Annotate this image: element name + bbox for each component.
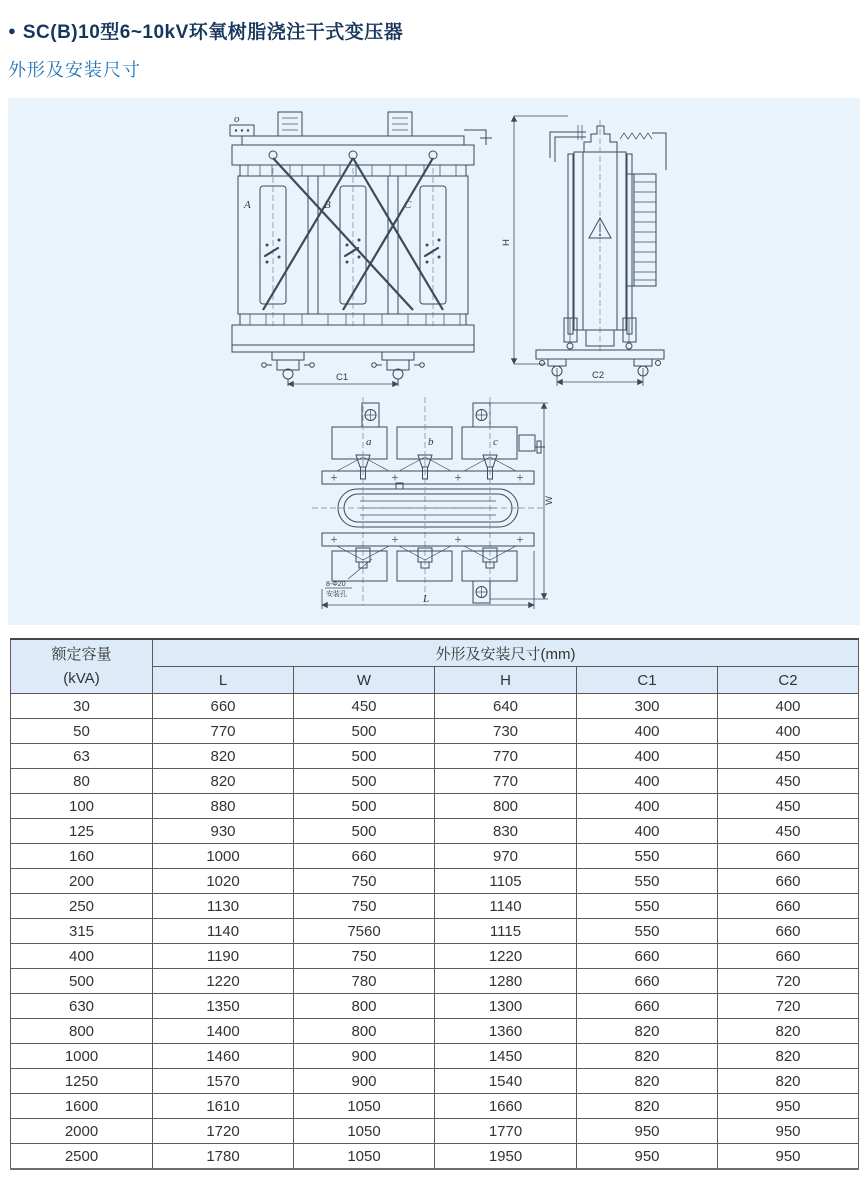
title-text: SC(B)10型6~10kV环氧树脂浇注干式变压器 [22,22,404,43]
table-cell: 900 [294,1069,435,1094]
table-row [11,919,859,944]
table-cell: 550 [577,919,718,944]
table-cell: 820 [153,769,294,794]
table-cell: 1000 [153,844,294,869]
table-cell: 400 [577,744,718,769]
col-header-l: L [153,667,294,694]
table-cell: 500 [294,744,435,769]
svg-text:a: a [366,436,372,448]
table-cell: 1250 [11,1069,153,1094]
bullet-icon: ● [8,23,16,38]
table-cell: 660 [577,969,718,994]
table-cell: 250 [11,894,153,919]
col-group-header: 外形及安装尺寸(mm) [153,639,859,667]
table-cell: 400 [718,694,859,719]
table-cell: 750 [294,894,435,919]
table-cell: 660 [153,694,294,719]
table-cell: 1220 [153,969,294,994]
table-row [11,694,859,719]
table-cell: 820 [718,1044,859,1069]
rated-capacity-line2: (kVA) [63,669,100,687]
table-cell: 720 [718,994,859,1019]
hole-note-line2: 安装孔 [326,591,347,598]
mounting-tab [473,581,490,603]
table-cell: 1050 [294,1144,435,1170]
table-cell: 900 [294,1044,435,1069]
col-header-rated-capacity [11,639,153,694]
svg-text:c: c [493,436,498,448]
table-cell: 1020 [153,869,294,894]
dimensions-table [10,638,859,1170]
table-cell: 160 [11,844,153,869]
table-cell: 300 [577,694,718,719]
table-cell: 1190 [153,944,294,969]
table-cell: 125 [11,819,153,844]
table-row [11,1019,859,1044]
table-cell: 1350 [153,994,294,1019]
table-cell: 400 [577,769,718,794]
table-cell: 1140 [435,894,577,919]
table-cell: 1050 [294,1094,435,1119]
table-cell: 950 [577,1119,718,1144]
diagram-panel [8,98,860,625]
table-cell: 400 [11,944,153,969]
table-row [11,719,859,744]
table-row [11,869,859,894]
table-cell: 970 [435,844,577,869]
dim-label-c2: C2 [592,370,605,381]
table-cell: 30 [11,694,153,719]
table-row [11,769,859,794]
hole-note-line1: 8-Φ20 [326,581,346,588]
table-cell: 630 [11,994,153,1019]
table-cell: 800 [435,794,577,819]
table-cell: 1105 [435,869,577,894]
table-cell: 1280 [435,969,577,994]
table-cell: 500 [294,769,435,794]
table-cell: 400 [577,794,718,819]
top-view [312,397,555,609]
svg-text:b: b [428,436,434,448]
table-cell: 1570 [153,1069,294,1094]
table-cell: 1300 [435,994,577,1019]
table-cell: 770 [153,719,294,744]
table-cell: 50 [11,719,153,744]
table-cell: 1770 [435,1119,577,1144]
table-cell: 930 [153,819,294,844]
table-cell: 1050 [294,1119,435,1144]
table-cell: 660 [718,844,859,869]
table-cell: 830 [435,819,577,844]
mounting-tab [362,403,379,427]
col-header-c2: C2 [718,667,859,694]
side-view [501,116,666,386]
table-row [11,994,859,1019]
table-cell: 2000 [11,1119,153,1144]
table-cell: 820 [718,1069,859,1094]
table-cell: 400 [577,719,718,744]
table-cell: 1610 [153,1094,294,1119]
col-header-h: H [435,667,577,694]
table-cell: 950 [718,1119,859,1144]
table-cell: 1600 [11,1094,153,1119]
table-cell: 1660 [435,1094,577,1119]
table-cell: 660 [577,994,718,1019]
table-cell: 820 [577,1019,718,1044]
table-row [11,819,859,844]
table-row [11,894,859,919]
col-header-c1: C1 [577,667,718,694]
table-cell: 1400 [153,1019,294,1044]
mounting-tab [473,403,490,427]
table-row [11,944,859,969]
table-cell: 820 [577,1094,718,1119]
table-cell: 1720 [153,1119,294,1144]
table-cell: 1450 [435,1044,577,1069]
table-cell: 880 [153,794,294,819]
table-cell: 500 [294,719,435,744]
rated-capacity-line1: 额定容量 [51,645,112,663]
table-cell: 720 [718,969,859,994]
table-cell: 450 [718,794,859,819]
section-heading: 外形及安装尺寸 [8,60,141,80]
table-cell: 1540 [435,1069,577,1094]
table-cell: 820 [153,744,294,769]
table-cell: 550 [577,894,718,919]
table-cell: 800 [294,994,435,1019]
table-cell: 640 [435,694,577,719]
table-cell: 750 [294,944,435,969]
dimensions-table-body [11,694,859,1170]
dim-label-c1: C1 [336,372,349,383]
table-cell: 100 [11,794,153,819]
table-cell: 500 [11,969,153,994]
table-cell: 2500 [11,1144,153,1170]
table-cell: 1115 [435,919,577,944]
table-cell: 7560 [294,919,435,944]
table-cell: 820 [577,1044,718,1069]
table-cell: 800 [11,1019,153,1044]
table-cell: 730 [435,719,577,744]
table-cell: 1140 [153,919,294,944]
table-row [11,969,859,994]
dim-label-l: L [423,593,430,605]
coil-a [238,168,308,326]
table-row [11,1094,859,1119]
dim-label-h: H [501,239,512,246]
table-cell: 450 [718,769,859,794]
table-cell: 450 [718,819,859,844]
table-cell: 1780 [153,1144,294,1170]
table-cell: 820 [718,1019,859,1044]
table-cell: 950 [577,1144,718,1170]
table-row [11,744,859,769]
table-cell: 660 [718,944,859,969]
front-corner-label: o [234,113,240,125]
table-row [11,1069,859,1094]
table-cell: 660 [577,944,718,969]
page-title [8,17,403,44]
table-cell: 660 [718,919,859,944]
front-view [230,112,492,386]
table-cell: 660 [718,894,859,919]
table-cell: 1000 [11,1044,153,1069]
table-cell: 1130 [153,894,294,919]
table-cell: 550 [577,869,718,894]
table-cell: 200 [11,869,153,894]
table-cell: 950 [718,1094,859,1119]
table-cell: 400 [577,819,718,844]
table-cell: 1360 [435,1019,577,1044]
front-wheel-left [262,352,315,386]
table-cell: 80 [11,769,153,794]
table-row [11,1044,859,1069]
table-cell: 1460 [153,1044,294,1069]
table-cell: 450 [718,744,859,769]
table-row [11,1144,859,1170]
table-row [11,794,859,819]
table-cell: 315 [11,919,153,944]
table-cell: 800 [294,1019,435,1044]
table-cell: 1950 [435,1144,577,1170]
front-wheel-right [372,352,425,386]
table-cell: 950 [718,1144,859,1170]
col-header-w: W [294,667,435,694]
table-cell: 450 [294,694,435,719]
phase-label-a: A [244,199,251,211]
phase-label-c: C [404,199,412,211]
table-cell: 770 [435,769,577,794]
table-cell: 660 [294,844,435,869]
table-row [11,844,859,869]
table-cell: 750 [294,869,435,894]
table-row [11,1119,859,1144]
table-cell: 780 [294,969,435,994]
table-cell: 1220 [435,944,577,969]
transformer-drawing [8,98,860,625]
coil-c [398,168,468,326]
table-cell: 500 [294,819,435,844]
table-cell: 63 [11,744,153,769]
table-cell: 660 [718,869,859,894]
phase-label-b: B [324,199,331,211]
dim-label-w: W [544,496,555,505]
table-cell: 820 [577,1069,718,1094]
table-cell: 770 [435,744,577,769]
coil-b [318,168,388,326]
table-cell: 400 [718,719,859,744]
table-cell: 500 [294,794,435,819]
table-cell: 550 [577,844,718,869]
